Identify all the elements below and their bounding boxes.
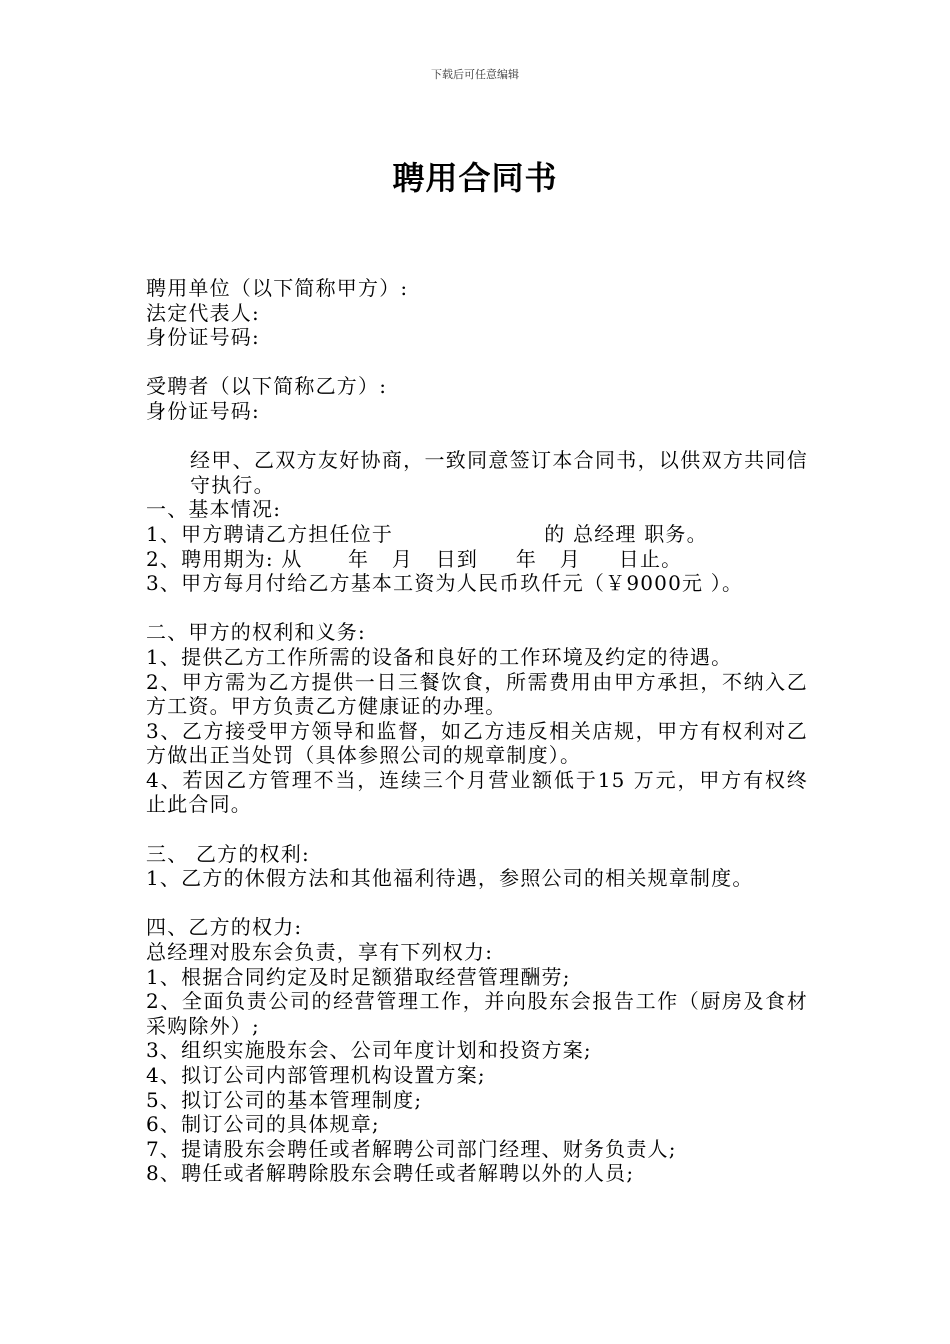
section2-item: 4、若因乙方管理不当，连续三个月营业额低于15 万元，甲方有权终止此合同。 <box>146 767 808 817</box>
section3-item: 1、乙方的休假方法和其他福利待遇，参照公司的相关规章制度。 <box>146 866 754 891</box>
section4-item: 4、拟订公司内部管理机构设置方案; <box>146 1063 486 1087</box>
party-a-legal-rep: 法定代表人: <box>146 300 260 325</box>
section4-item: 2、全面负责公司的经营管理工作，并向股东会报告工作（厨房及食材采购除外）; <box>146 989 808 1038</box>
section1-heading: 一、基本情况: <box>146 497 282 522</box>
section4-item: 3、组织实施股东会、公司年度计划和投资方案; <box>146 1038 592 1063</box>
section3-heading: 三、 乙方的权利: <box>146 841 310 866</box>
section2-item: 3、乙方接受甲方领导和监督，如乙方违反相关店规，甲方有权利对乙方做出正当处罚（具体参照公司的规章制度）。 <box>146 718 808 768</box>
section4-item: 1、根据合同约定及时足额猎取经营管理酬劳; <box>146 964 571 989</box>
section4-item: 7、提请股东会聘任或者解聘公司部门经理、财务负责人; <box>146 1136 677 1161</box>
header-note: 下载后可任意编辑 <box>431 68 519 81</box>
section4-item: 5、拟订公司的基本管理制度; <box>146 1087 423 1112</box>
party-b-id-number: 身份证号码: <box>146 398 260 423</box>
section4-heading: 四、乙方的权力: <box>146 915 303 940</box>
section4-subheading: 总经理对股东会负责，享有下列权力: <box>146 940 494 965</box>
section2-item: 1、提供乙方工作所需的设备和良好的工作环境及约定的待遇。 <box>146 644 733 669</box>
party-a-id-number: 身份证号码: <box>146 325 260 350</box>
section4-item: 8、聘任或者解聘除股东会聘任或者解聘以外的人员; <box>146 1161 635 1186</box>
section1-item: 3、甲方每月付给乙方基本工资为人民币玖仟元（￥9000元 ）。 <box>146 571 744 596</box>
party-b-employee: 受聘者（以下简称乙方）: <box>146 374 388 399</box>
section2-item: 2、甲方需为乙方提供一日三餐饮食，所需费用由甲方承担，不纳入乙方工资。甲方负责乙方健康证的办理。 <box>146 669 808 719</box>
section1-item: 2、聘用期为: 从 年 月 日到 年 月 日止。 <box>146 546 683 571</box>
party-a-unit: 聘用单位（以下简称甲方）: <box>146 276 409 300</box>
contract-body <box>146 276 808 1186</box>
section1-item: 1、甲方聘请乙方担任位于 的 总经理 职务。 <box>146 521 708 546</box>
intro-paragraph: 经甲、乙双方友好协商，一致同意签订本合同书，以供双方共同信守执行。 <box>190 448 808 497</box>
document-title: 聘用合同书 <box>392 159 558 197</box>
section2-heading: 二、甲方的权利和义务: <box>146 620 366 645</box>
section4-item: 6、制订公司的具体规章; <box>146 1112 380 1137</box>
